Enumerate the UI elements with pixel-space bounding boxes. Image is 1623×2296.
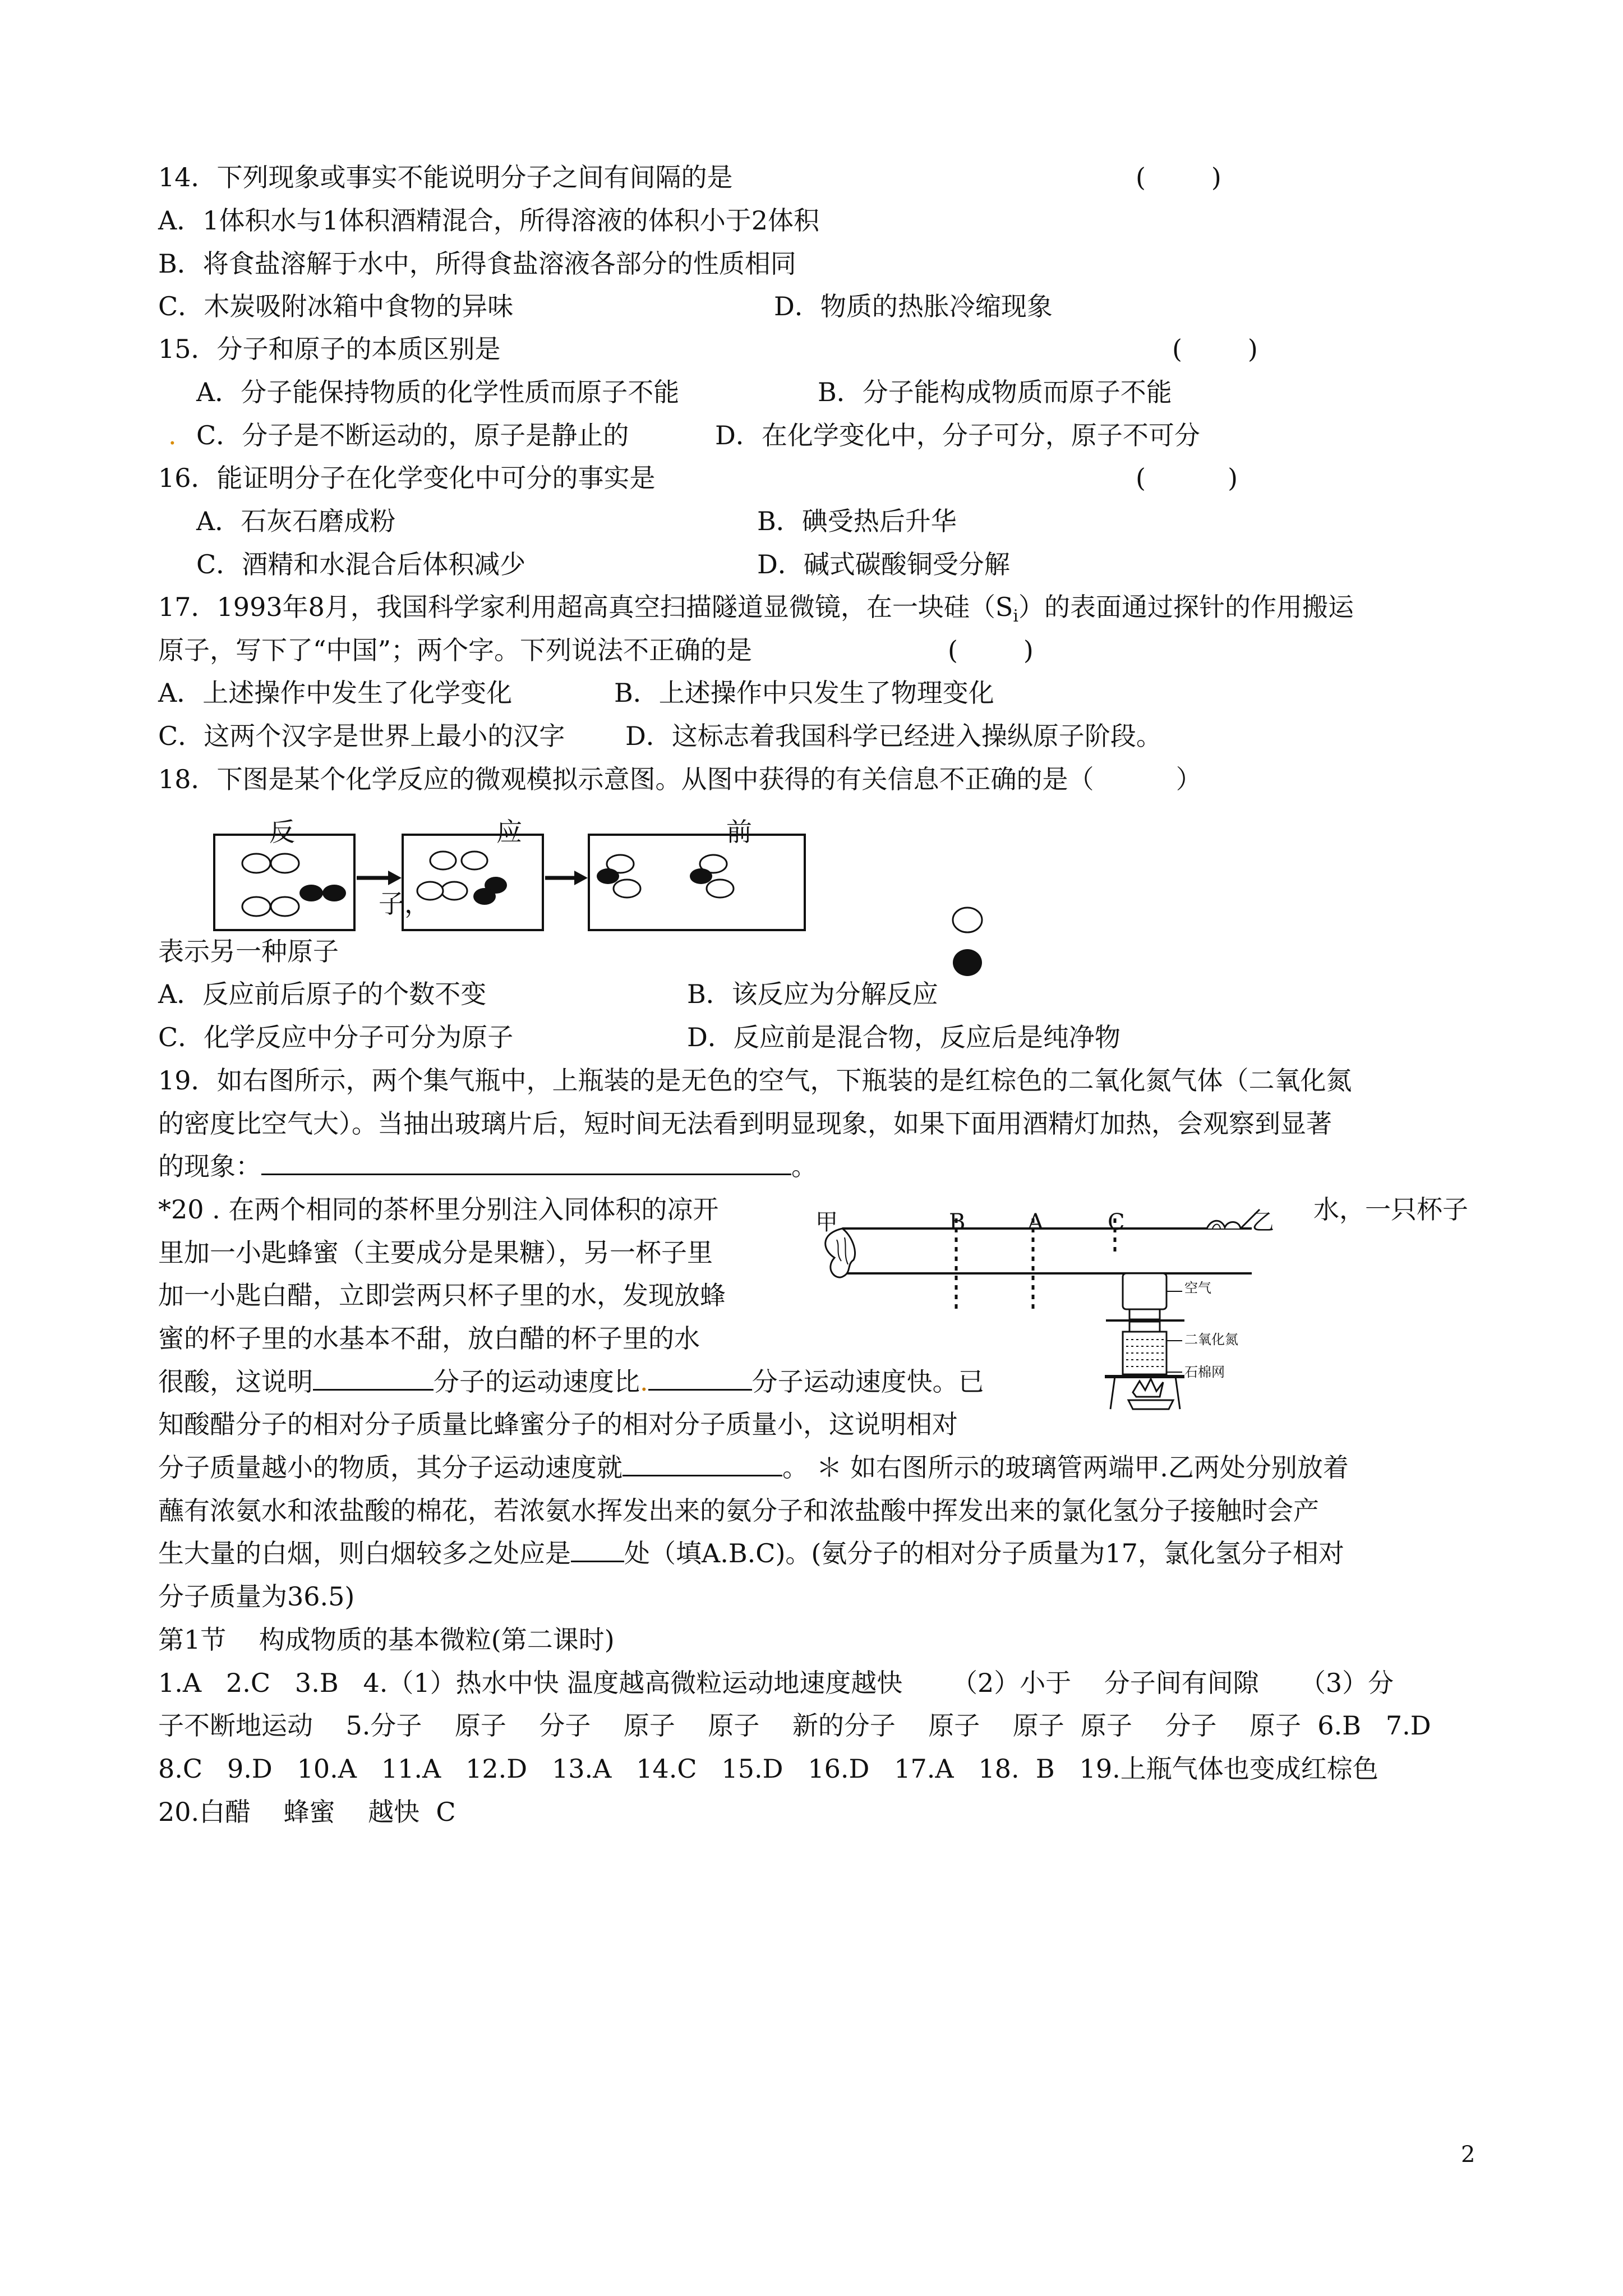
black-atom xyxy=(690,868,712,884)
white-atom xyxy=(271,854,299,873)
q20-line7: 分子质量越小的物质，其分子运动速度就 。 ＊ 如右图所示的玻璃管两端甲.乙两处分别放着 xyxy=(158,1450,1349,1485)
q20-line5: 很酸，这说明 分子的运动速度比. 分子运动速度快。已 xyxy=(158,1364,984,1399)
legend-atoms xyxy=(948,903,987,982)
q15-option-a: A．分子能保持物质的化学性质而原子不能 xyxy=(196,377,680,407)
q18-stem: 18．下图是某个化学反应的微观模拟示意图。从图中获得的有关信息不正确的是（ ） xyxy=(158,764,1202,794)
page-number: 2 xyxy=(1461,2142,1476,2168)
q16-option-c: C．酒精和水混合后体积减少 xyxy=(196,549,526,579)
q20-line1a: *20 . 在两个相同的茶杯里分别注入同体积的凉开 xyxy=(158,1194,719,1225)
q20-line1b: 水，一只杯子 xyxy=(1313,1194,1468,1225)
white-atom xyxy=(430,852,456,869)
q18-option-d: D．反应前是混合物，反应后是纯净物 xyxy=(687,1022,1121,1052)
figure-label-no2: 二氧化氮 xyxy=(1184,1332,1238,1347)
q20-line4: 蜜的杯子里的水基本不甜，放白醋的杯子里的水 xyxy=(158,1323,700,1354)
q18-option-a: A．反应前后原子的个数不变 xyxy=(158,979,487,1009)
answers-line2: 子不断地运动 5.分子 原子 分子 原子 原子 新的分子 原子 原子 原子 分子 原子 6.B 7.D xyxy=(158,1710,1431,1741)
q19-line1: 19．如右图所示，两个集气瓶中，上瓶装的是无色的空气，下瓶装的是红棕色的二氧化氮气体（二氧化氮 xyxy=(158,1065,1352,1096)
q18-label-ying: 应 xyxy=(496,817,522,847)
black-atom-legend xyxy=(953,949,982,976)
orange-dot-mark: . xyxy=(168,420,177,450)
white-atom xyxy=(441,882,467,900)
q15-stem: 15．分子和原子的本质区别是 xyxy=(158,334,501,364)
white-atom xyxy=(614,880,640,898)
q16-option-b: B．碘受热后升华 xyxy=(757,506,957,536)
q17-option-d: D．这标志着我国科学已经进入操纵原子阶段。 xyxy=(625,721,1162,751)
q19-answer-blank xyxy=(261,1149,791,1175)
white-atom xyxy=(271,897,299,916)
q20-blank-4 xyxy=(571,1536,624,1562)
q14-stem: 14．下列现象或事实不能说明分子之间有间隔的是 xyxy=(158,162,733,192)
q15-answer-paren: ( ) xyxy=(1172,334,1258,364)
answers-title: 第1节 构成物质的基本微粒(第二课时) xyxy=(158,1625,615,1655)
q14-option-c: C．木炭吸附冰箱中食物的异味 xyxy=(158,291,514,321)
white-atom-legend xyxy=(953,908,982,932)
q16-answer-paren: ( ) xyxy=(1136,463,1238,493)
q18-label-fan: 反 xyxy=(269,817,295,847)
q20-line3: 加一小匙白醋，立即尝两只杯子里的水，发现放蜂 xyxy=(158,1280,726,1310)
q17-option-b: B．上述操作中只发生了物理变化 xyxy=(614,678,994,708)
figure-label-air: 空气 xyxy=(1184,1280,1211,1296)
black-atom xyxy=(597,868,619,884)
q17-line1: 17．1993年8月，我国科学家利用超高真空扫描隧道显微镜，在一块硅$(S_i)$的表面通过探针的作用搬运 xyxy=(158,592,1354,627)
q19-line2: 的密度比空气大）。当抽出玻璃片后，短时间无法看到明显现象，如果下面用酒精灯加热，会观察到显著 xyxy=(158,1108,1332,1139)
figure-label-jia: 甲 xyxy=(815,1209,838,1235)
answers-line3: 8.C 9.D 10.A 11.A 12.D 13.A 14.C 15.D 16.D 17.A 18. B 19.上瓶气体也变成红棕色 xyxy=(158,1754,1378,1784)
black-atom xyxy=(322,885,346,901)
orange-dot-mark: . xyxy=(640,1366,648,1397)
figure-label-asbestos: 石棉网 xyxy=(1184,1364,1225,1380)
q18-option-b: B．该反应为分解反应 xyxy=(687,979,938,1009)
cotton-right xyxy=(1207,1221,1241,1228)
q19-line3: 的现象： 。 xyxy=(158,1149,817,1184)
q14-option-b: B．将食盐溶解于水中，所得食盐溶液各部分的性质相同 xyxy=(158,249,796,279)
q20-line2: 里加一小匙蜂蜜（主要成分是果糖），另一杯子里 xyxy=(158,1237,713,1268)
figure-label-yi: 乙 xyxy=(1252,1209,1274,1235)
white-atom xyxy=(242,897,270,916)
q18-fragment-zi: 子， xyxy=(379,889,430,919)
white-atom xyxy=(462,852,487,869)
q16-option-a: A．石灰石磨成粉 xyxy=(196,506,396,536)
q20-blank-2 xyxy=(648,1364,752,1391)
q15-option-c: C．分子是不断运动的，原子是静止的 xyxy=(196,420,629,450)
q17-option-a: A．上述操作中发生了化学变化 xyxy=(158,678,513,708)
q16-option-d: D．碱式碳酸铜受分解 xyxy=(757,549,1010,579)
q20-line10: 分子质量为36.5) xyxy=(158,1581,355,1612)
q15-option-d: D．在化学变化中，分子可分，原子不可分 xyxy=(715,420,1200,450)
q15-option-b: B．分子能构成物质而原子不能 xyxy=(818,377,1172,407)
black-atom xyxy=(473,888,496,905)
flame xyxy=(1133,1379,1163,1397)
q20-line9: 生大量的白烟，则白烟较多之处应是 处（填A.B.C)。(氨分子的相对分子质量为17，氯化氢分子相对 xyxy=(158,1536,1344,1571)
q17-line2: 原子，写下了“中国”；两个字。下列说法不正确的是 xyxy=(158,635,753,665)
arrow-1-head xyxy=(388,871,402,885)
answers-line4: 20.白醋 蜂蜜 越快 C xyxy=(158,1797,456,1827)
alcohol-lamp xyxy=(1128,1400,1173,1409)
q14-option-a: A．1体积水与1体积酒精混合，所得溶液的体积小于2体积 xyxy=(158,205,820,236)
q14-option-d: D．物质的热胀冷缩现象 xyxy=(774,291,1053,321)
reaction-diagram xyxy=(208,830,813,934)
q18-label-qian: 前 xyxy=(726,817,752,847)
q18-fragment-other: 表示另一种原子 xyxy=(158,936,339,967)
figure-label-c: C xyxy=(1108,1209,1125,1235)
figure-label-b: B xyxy=(949,1209,966,1235)
lower-bottle xyxy=(1123,1332,1166,1374)
q20-line6: 知酸醋分子的相对分子质量比蜂蜜分子的相对分子质量小，这说明相对 xyxy=(158,1409,958,1439)
arrow-2-head xyxy=(574,871,588,885)
white-atom xyxy=(242,854,270,873)
q20-line8: 蘸有浓氨水和浓盐酸的棉花，若浓氨水挥发出来的氨分子和浓盐酸中挥发出来的氯化氢分子接触时会产 xyxy=(158,1496,1319,1526)
q17-answer-paren: ( ) xyxy=(948,635,1034,665)
black-atom xyxy=(299,885,323,901)
q16-stem: 16．能证明分子在化学变化中可分的事实是 xyxy=(158,463,656,493)
q18-option-c: C．化学反应中分子可分为原子 xyxy=(158,1022,514,1052)
answers-line1: 1.A 2.C 3.B 4.（1）热水中快 温度越高微粒运动地速度越快 （2）小于 分子间有间隙 （3）分 xyxy=(158,1668,1394,1698)
q17-option-c: C．这两个汉字是世界上最小的汉字 xyxy=(158,721,565,751)
q20-blank-3 xyxy=(623,1450,782,1476)
q20-blank-1 xyxy=(313,1364,434,1391)
white-atom xyxy=(707,880,734,898)
figure-label-a: A xyxy=(1027,1209,1044,1235)
q14-answer-paren: ( ) xyxy=(1136,162,1221,192)
glass-tube-figure xyxy=(808,1206,1312,1414)
upper-bottle xyxy=(1123,1273,1166,1309)
